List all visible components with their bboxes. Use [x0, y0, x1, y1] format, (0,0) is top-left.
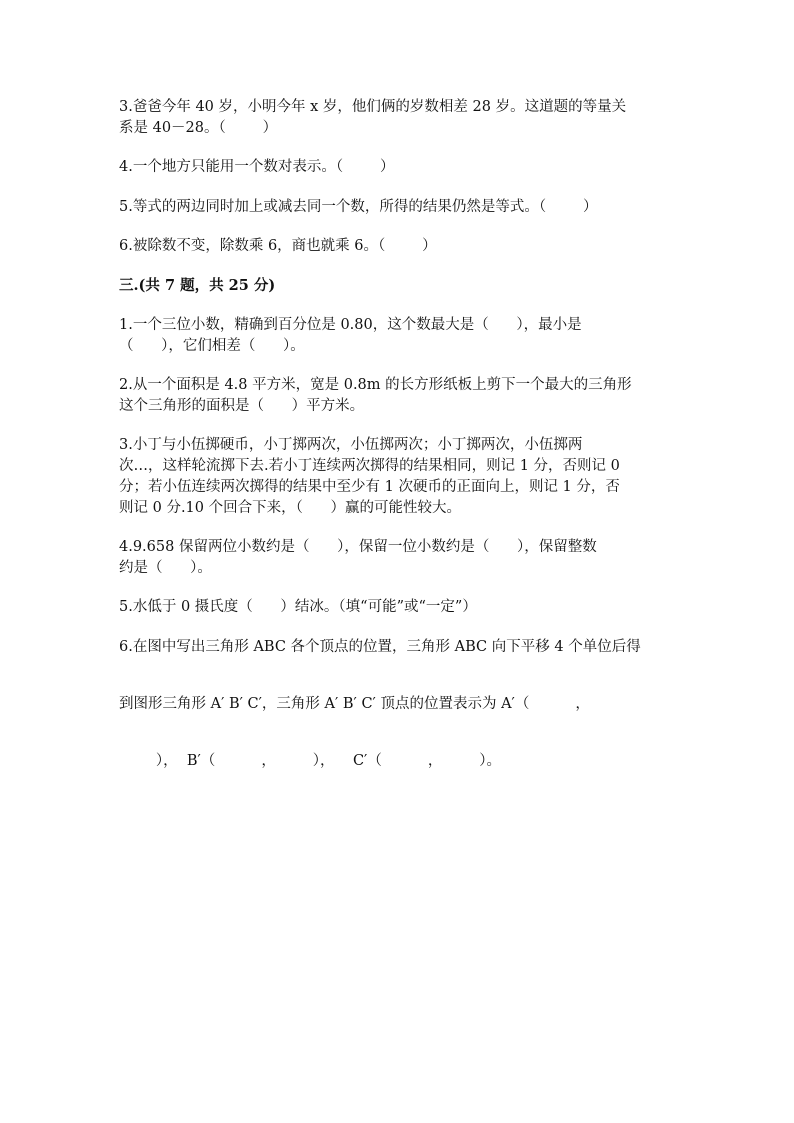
question-text-line: （ ），它们相差（ ）。: [119, 338, 305, 354]
question-text-line: 6.在图中写出三角形 ABC 各个顶点的位置，三角形 ABC 向下平移 4 个单位后得: [119, 639, 641, 655]
question-text-line: 次…，这样轮流掷下去.若小丁连续两次掷得的结果相同，则记 1 分，否则记 0: [119, 458, 620, 474]
question-text-line: 约是（ ）。: [119, 560, 212, 576]
question-text-line: 到图形三角形 A′ B′ C′，三角形 A′ B′ C′ 顶点的位置表示为 A′（ ，: [119, 696, 590, 712]
question-text-line: 4.一个地方只能用一个数对表示。（ ）: [119, 159, 395, 175]
question-text-line: 4.9.658 保留两位小数约是（ ），保留一位小数约是（ ），保留整数: [119, 539, 597, 555]
section-heading: 三.(共 7 题，共 25 分): [119, 277, 276, 294]
question-text-line: 2.从一个面积是 4.8 平方米，宽是 0.8m 的长方形纸板上剪下一个最大的三角形: [119, 377, 632, 393]
question-text-line: 分；若小伍连续两次掷得的结果中至少有 1 次硬币的正面向上，则记 1 分，否: [119, 479, 620, 495]
question-text-line: 系是 40－28。（ ）: [119, 120, 278, 136]
question-text-line: 这个三角形的面积是（ ）平方米。: [119, 398, 365, 414]
question-text-line: ）， B′（ ， ）， C′（ ， ）。: [119, 753, 502, 769]
question-text-line: 则记 0 分.10 个回合下来，（ ）赢的可能性较大。: [119, 500, 462, 516]
question-text-line: 1.一个三位小数，精确到百分位是 0.80，这个数最大是（ ），最小是: [119, 317, 582, 333]
question-text-line: 5.等式的两边同时加上或减去同一个数，所得的结果仍然是等式。（ ）: [119, 199, 598, 215]
question-text-line: 3.小丁与小伍掷硬币，小丁掷两次，小伍掷两次；小丁掷两次，小伍掷两: [119, 437, 583, 453]
question-text-line: 6.被除数不变，除数乘 6，商也就乘 6。（ ）: [119, 238, 437, 254]
question-text-line: 5.水低于 0 摄氏度（ ）结冰。（填“可能”或“一定”）: [119, 599, 477, 615]
question-text-line: 3.爸爸今年 40 岁，小明今年 x 岁，他们俩的岁数相差 28 岁。这道题的等量关: [119, 99, 627, 115]
